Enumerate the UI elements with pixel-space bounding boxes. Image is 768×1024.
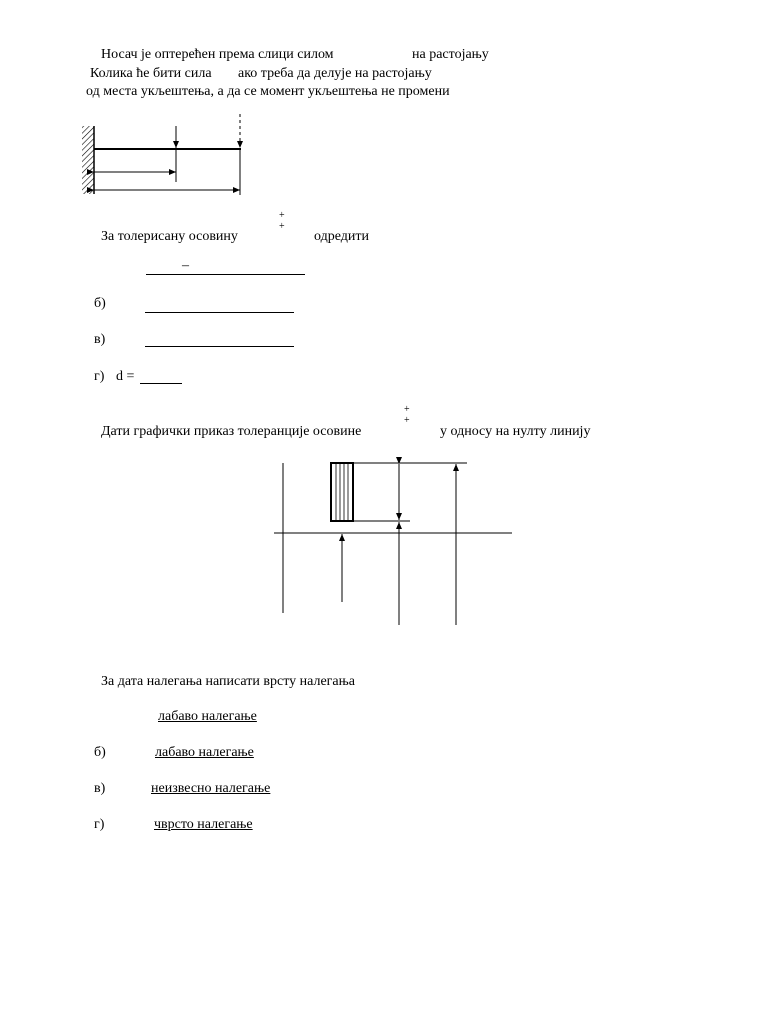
task4-label-g: г) — [94, 817, 105, 832]
task2-answer-v-line[interactable] — [145, 346, 294, 347]
task2-label-g: г) — [94, 369, 105, 384]
task2-sup-bottom: + — [279, 221, 285, 232]
task2-d-label: d = — [116, 369, 135, 384]
task1-line1-end: на растојању — [412, 47, 489, 62]
task4-label-v: в) — [94, 781, 106, 796]
task4-answer-g: чврсто налегање — [154, 817, 253, 832]
task1-line1-start: Носач је оптерећен према слици силом — [101, 47, 334, 62]
task2-answer-b-line[interactable] — [145, 312, 294, 313]
task4-label-b: б) — [94, 745, 106, 760]
task2-intro-start: За толерисану осовину — [101, 229, 238, 244]
task3-sup-bottom: + — [404, 415, 410, 426]
task4-answer-b: лабаво налегање — [155, 745, 254, 760]
task2-answer-a-line[interactable] — [146, 274, 305, 275]
fixed-support-wall — [82, 126, 94, 194]
task2-label-b: б) — [94, 296, 106, 311]
task2-sup-top: + — [279, 210, 285, 221]
task2-answer-g-line[interactable] — [140, 383, 182, 384]
task1-line3: од места укљештења, а да се момент укљештења не промени — [86, 84, 450, 99]
task3-sup-top: + — [404, 404, 410, 415]
tolerance-field — [331, 463, 353, 521]
task4-intro: За дата налегања написати врсту налегања — [101, 674, 355, 689]
task2-answer-a-dash: – — [182, 258, 189, 273]
task1-line2-start: Колика ће бити сила — [90, 66, 212, 81]
task4-answer-v: неизвесно налегање — [151, 781, 271, 796]
task2-label-v: в) — [94, 332, 106, 347]
task3-intro-start: Дати графички приказ толеранције осовине — [101, 424, 362, 439]
task3-intro-end: у односу на нулту линију — [440, 424, 591, 439]
task4-answer-a: лабаво налегање — [158, 709, 257, 724]
task2-intro-end: одредити — [314, 229, 369, 244]
task1-line2-end: ако треба да делује на растојању — [238, 66, 432, 81]
